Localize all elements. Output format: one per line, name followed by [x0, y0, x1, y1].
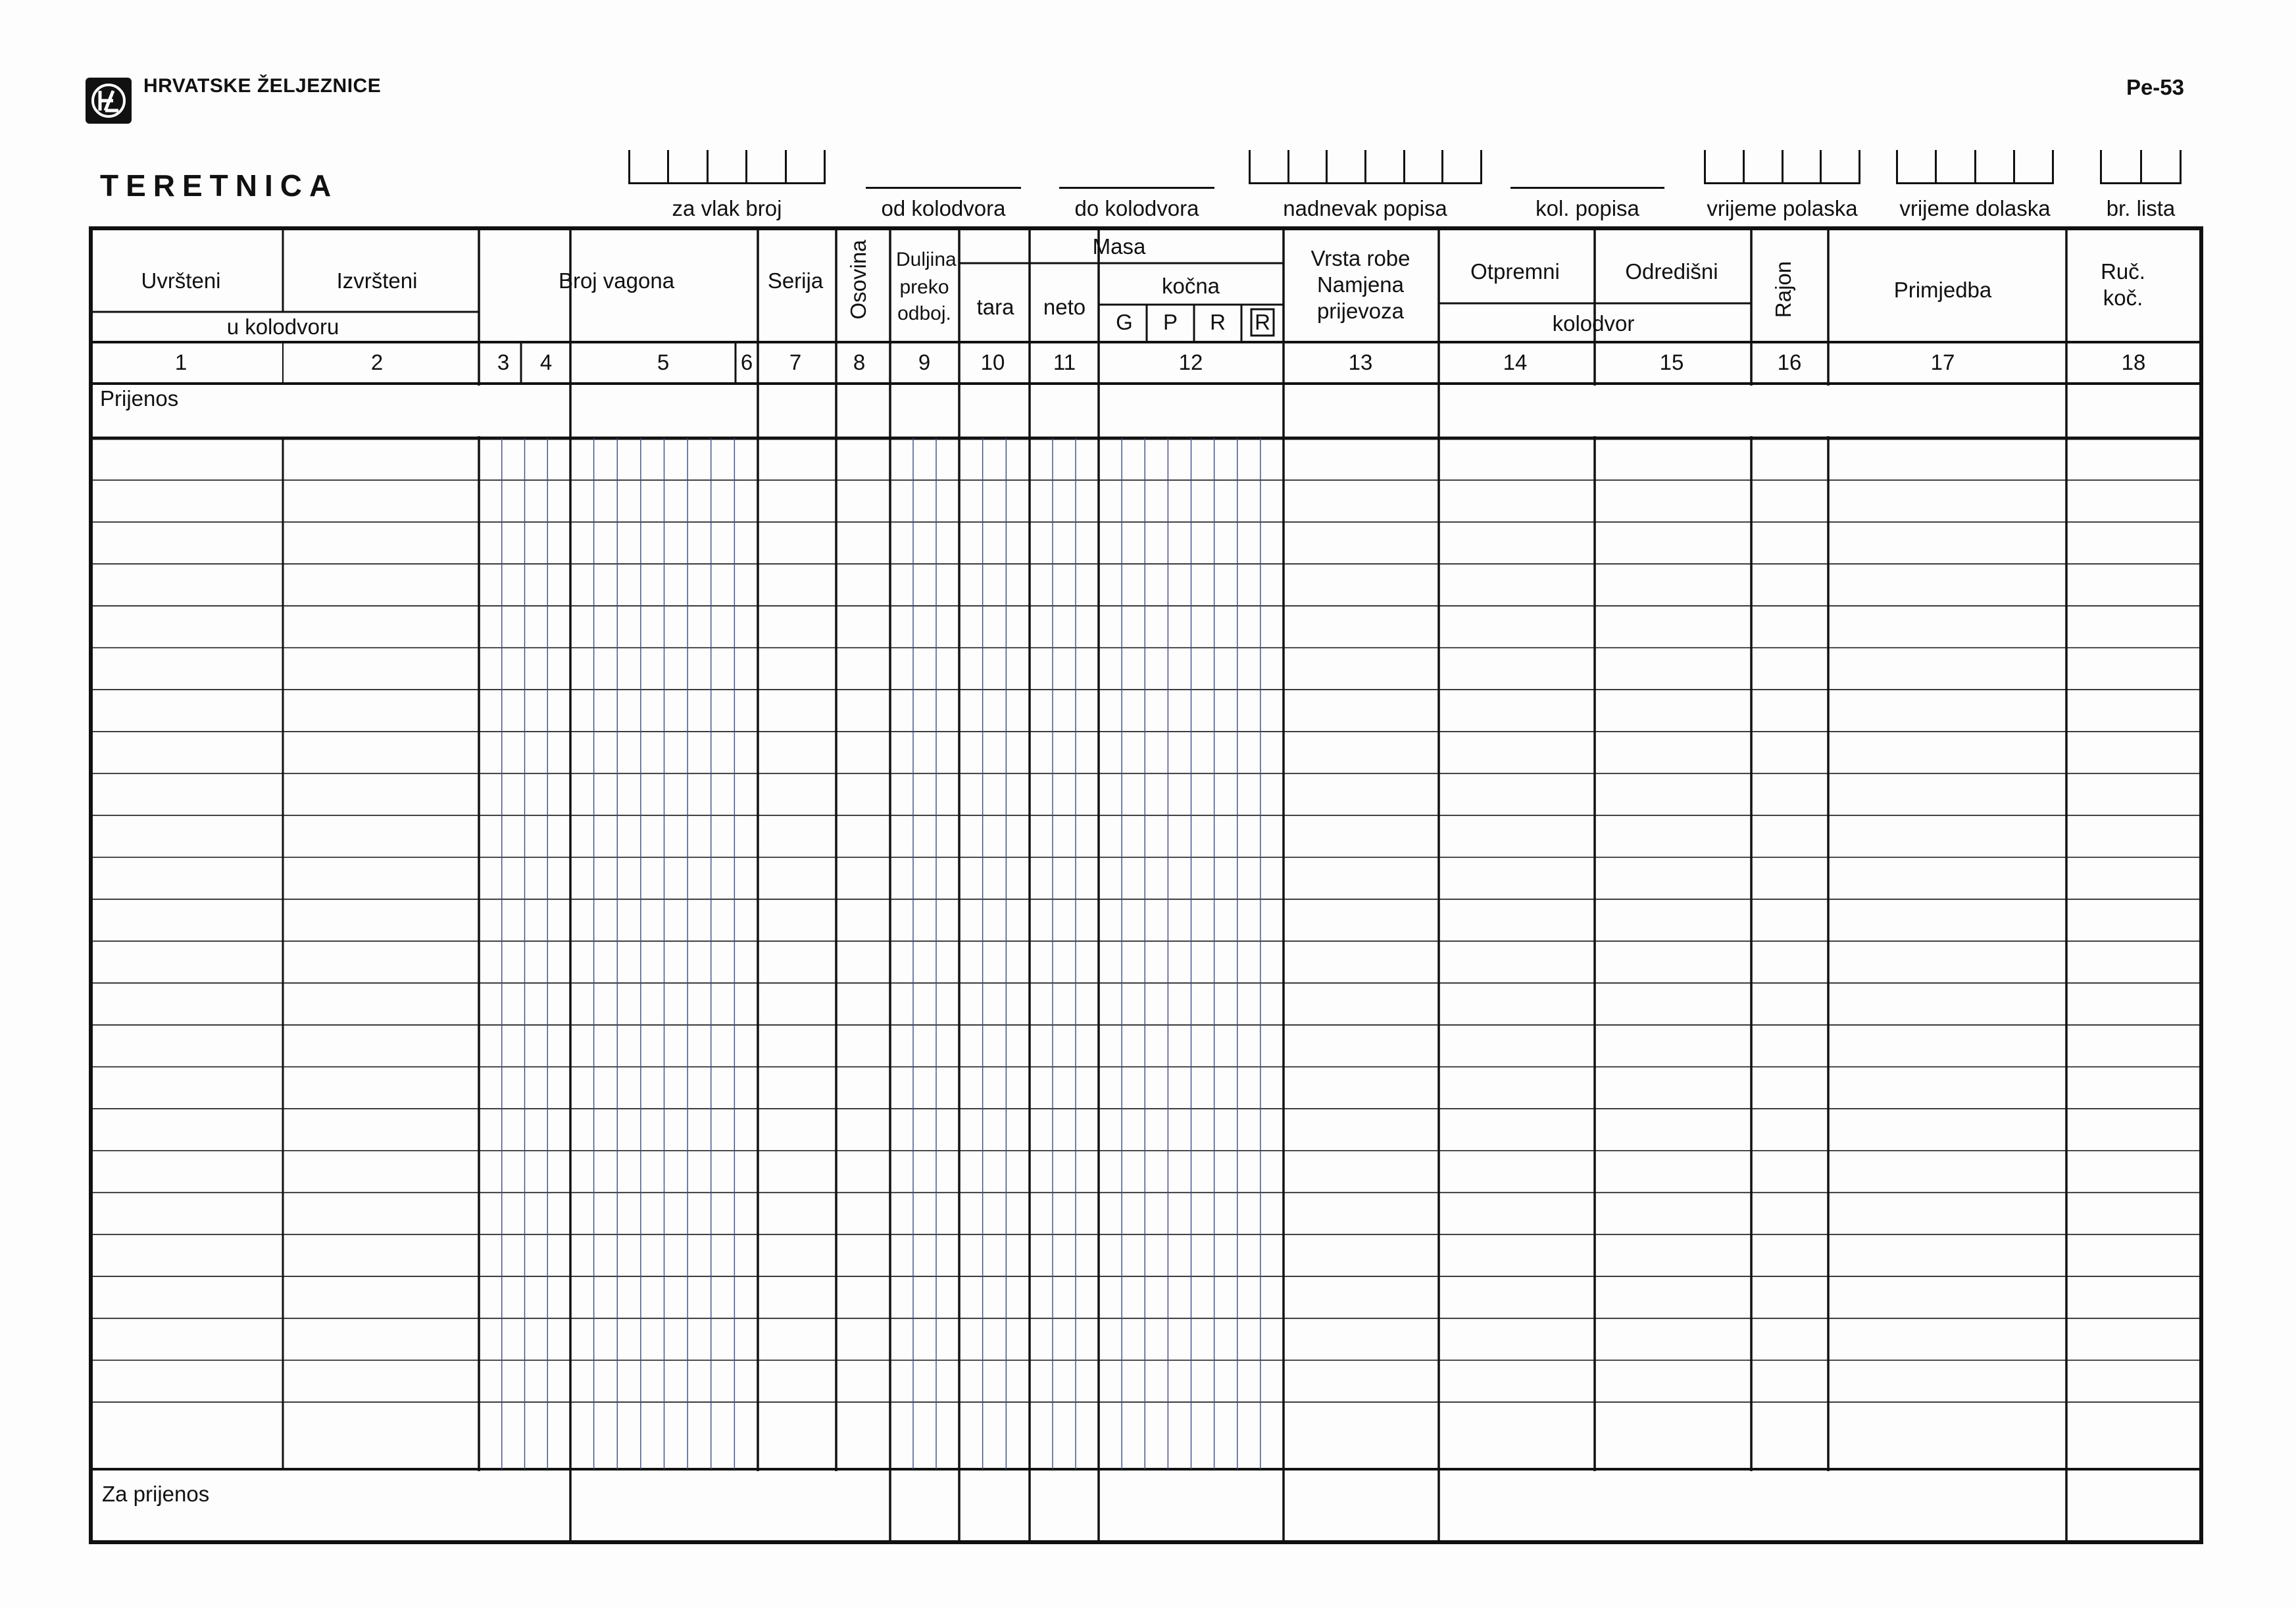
prijenos-label: Prijenos — [100, 386, 179, 411]
column-number-8: 8 — [853, 350, 866, 374]
train-number-label: za vlak broj — [672, 196, 782, 220]
header-serija: Serija — [767, 268, 824, 293]
column-number-1: 1 — [174, 350, 187, 374]
header-vrsta-robe-1: Vrsta robe — [1310, 246, 1410, 270]
form-code: Pe-53 — [2126, 75, 2184, 99]
merged-cell — [1441, 386, 2064, 436]
organization-name: HRVATSKE ŽELJEZNICE — [143, 75, 382, 97]
header-kocna-r: R — [1210, 310, 1226, 334]
header-kocna-g: G — [1116, 310, 1133, 334]
column-number-row — [175, 350, 2146, 374]
column-number-13: 13 — [1348, 350, 1373, 374]
header-kocna-p: P — [1162, 310, 1178, 334]
za-prijenos-label: Za prijenos — [102, 1482, 210, 1506]
table-rules — [91, 228, 2201, 1542]
column-number-3: 3 — [497, 350, 510, 374]
column-number-10: 10 — [980, 350, 1005, 374]
header-duljina-2: preko — [899, 276, 949, 298]
from-station-label: od kolodvora — [881, 196, 1006, 220]
merged-cell — [1441, 1471, 2064, 1540]
header-kocna: kočna — [1161, 274, 1220, 298]
column-number-17: 17 — [1930, 350, 1955, 374]
column-number-5: 5 — [657, 350, 670, 374]
header-kolodvor: kolodvor — [1552, 311, 1635, 336]
sheet-number-label: br. lista — [2106, 196, 2176, 220]
header-primjedba: Primjedba — [1893, 278, 1992, 302]
header-izvrsteni: Izvršteni — [336, 268, 418, 293]
column-number-2: 2 — [370, 350, 384, 374]
column-number-14: 14 — [1503, 350, 1528, 374]
header-u-kolodvoru: u kolodvoru — [226, 314, 339, 339]
merged-cell — [572, 1471, 888, 1540]
header-neto: neto — [1043, 295, 1086, 319]
header-rajon: Rajon — [1771, 261, 1795, 318]
date-label: nadnevak popisa — [1283, 196, 1447, 220]
column-number-4: 4 — [539, 350, 553, 374]
column-number-18: 18 — [2121, 350, 2146, 374]
header-kocna-r2: R — [1255, 310, 1270, 334]
header-masa: Masa — [1092, 234, 1146, 259]
header-tara: tara — [976, 295, 1014, 319]
header-koc: koč. — [2103, 286, 2143, 310]
arrival-time-label: vrijeme dolaska — [1899, 196, 2051, 220]
column-number-15: 15 — [1659, 350, 1684, 374]
header-duljina-1: Duljina — [896, 249, 957, 270]
header-odredisni: Odredišni — [1625, 259, 1718, 284]
column-number-7: 7 — [789, 350, 802, 374]
list-station-label: kol. popisa — [1535, 196, 1639, 220]
header-vrsta-robe-2: Namjena — [1316, 272, 1405, 297]
form-title: TERETNICA — [100, 168, 339, 203]
header-duljina-3: odboj. — [897, 303, 951, 324]
header-uvrsteni: Uvršteni — [141, 268, 221, 293]
departure-time-label: vrijeme polaska — [1707, 196, 1858, 220]
header-otpremni: Otpremni — [1470, 259, 1560, 284]
header-ruc: Ruč. — [2101, 259, 2145, 284]
merged-cell — [572, 386, 756, 436]
merged-cell — [838, 386, 888, 436]
header-vrsta-robe-3: prijevoza — [1316, 299, 1405, 323]
header-broj-vagona: Broj vagona — [558, 268, 675, 293]
column-number-9: 9 — [918, 350, 931, 374]
column-number-6: 6 — [740, 350, 753, 374]
column-number-11: 11 — [1053, 350, 1076, 374]
column-number-16: 16 — [1777, 350, 1802, 374]
header-osovina: Osovina — [846, 239, 870, 320]
column-number-12: 12 — [1178, 350, 1203, 374]
to-station-label: do kolodvora — [1074, 196, 1199, 220]
